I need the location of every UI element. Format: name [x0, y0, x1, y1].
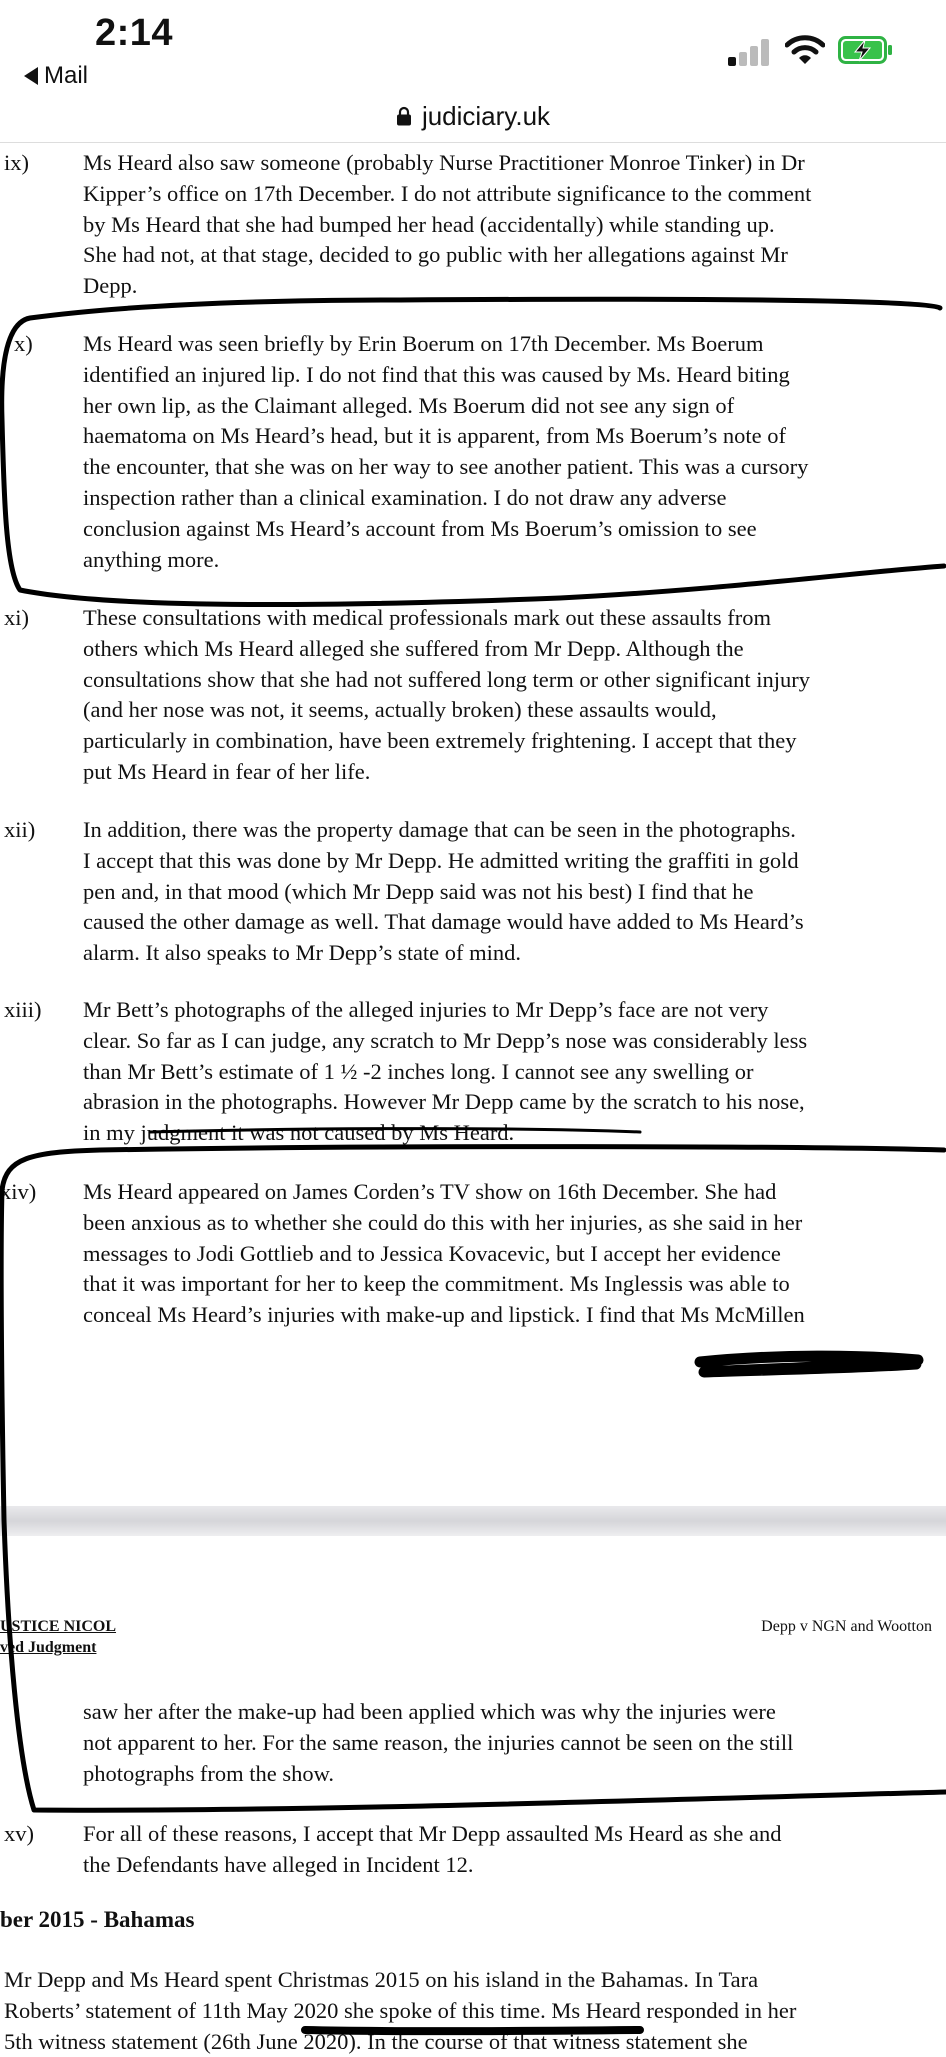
text-line: Mr Bett’s photographs of the alleged injuries to Mr Depp’s face are not very — [83, 997, 769, 1022]
paragraph-number: xiii) — [4, 997, 42, 1022]
text-line: pen and, in that mood (which Mr Depp said was not his best) I find that he — [83, 878, 754, 904]
text-line: identified an injured lip. I do not find that this was caused by Ms. Heard biting — [83, 361, 790, 387]
status-time: 2:14 — [95, 12, 174, 54]
page-break — [0, 1506, 946, 1536]
back-label: Mail — [44, 62, 89, 89]
paragraph-xiv-continued — [83, 1697, 933, 1789]
ink-redaction-scribble — [700, 1356, 918, 1372]
text-line: Ms Heard also saw someone (probably Nurse Practitioner Monroe Tinker) in Dr — [83, 150, 805, 175]
text-line: by Ms Heard that she had bumped her head (accidentally) while standing up. — [83, 211, 775, 237]
page-header-case-name: Depp v NGN and Wootton — [761, 1618, 932, 1635]
address-bar-divider — [0, 142, 946, 143]
text-line: her own lip, as the Claimant alleged. Ms Boerum did not see any sign of — [83, 392, 735, 418]
header-judge: USTICE NICOL — [0, 1618, 117, 1635]
text-line: messages to Jodi Gottlieb and to Jessica Kovacevic, but I accept her evidence — [83, 1240, 781, 1266]
paragraph-number: xv) — [4, 1821, 34, 1846]
paragraph-xiii — [83, 995, 933, 1149]
text-line: inspection rather than a clinical examination. I do not draw any adverse — [83, 484, 727, 510]
back-to-mail-button[interactable] — [24, 62, 88, 90]
text-line: abrasion in the photographs. However Mr Depp came by the scratch to his nose, — [83, 1089, 805, 1115]
text-line: caused the other damage as well. That damage would have added to Ms Heard’s — [83, 909, 804, 935]
paragraph-xi — [83, 603, 933, 788]
status-bar — [0, 0, 946, 100]
text-line: not apparent to her. For the same reason, the injuries cannot be seen on the still — [83, 1729, 794, 1755]
text-line: Roberts’ statement of 11th May 2020 she spoke of this time. Ms Heard responded in her — [4, 1997, 797, 2023]
page-header-left — [0, 1616, 116, 1658]
text-line: put Ms Heard in fear of her life. — [83, 758, 371, 784]
paragraph-xv — [83, 1819, 933, 1881]
text-line: I accept that this was done by Mr Depp. He admitted writing the graffiti in gold — [83, 847, 799, 873]
text-line: in my judgment it was not caused by Ms Heard. — [83, 1120, 515, 1146]
paragraph-bahamas — [4, 1965, 934, 2057]
text-line: Ms Heard was seen briefly by Erin Boerum on 17th December. Ms Boerum — [83, 331, 764, 356]
text-line: than Mr Bett’s estimate of 1 ½ -2 inches long. I cannot see any swelling or — [83, 1058, 754, 1084]
text-line: photographs from the show. — [83, 1760, 335, 1786]
text-line: She had not, at that stage, decided to go public with her allegations against Mr — [83, 242, 788, 268]
text-line: Kipper’s office on 17th December. I do not attribute significance to the comment — [83, 180, 812, 206]
text-line: These consultations with medical professionals mark out these assaults from — [83, 605, 771, 630]
text-line: the Defendants have alleged in Incident 12. — [83, 1851, 474, 1877]
text-line: alarm. It also speaks to Mr Depp’s state of mind. — [83, 940, 522, 966]
text-line: been anxious as to whether she could do this with her injuries, as she said in her — [83, 1209, 803, 1235]
text-line: Mr Depp and Ms Heard spent Christmas 2015 on his island in the Bahamas. In Tara — [4, 1967, 759, 1992]
lock-icon — [396, 106, 412, 126]
text-line: (and her nose was not, it seems, actually broken) these assaults would, — [83, 697, 717, 723]
paragraph-number: x) — [14, 331, 33, 356]
address-bar[interactable] — [0, 90, 946, 142]
text-line: Depp. — [83, 273, 138, 299]
text-line: particularly in combination, have been extremely frightening. I accept that they — [83, 728, 797, 754]
text-line: In addition, there was the property damage that can be seen in the photographs. — [83, 817, 796, 842]
text-line: that it was important for her to keep the commitment. Ms Inglessis was able to — [83, 1271, 790, 1297]
paragraph-number: xii) — [4, 817, 36, 842]
text-line: haematoma on Ms Heard’s head, but it is apparent, from Ms Boerum’s note of — [83, 423, 786, 449]
text-line: 5th witness statement (26th June 2020). In the course of that witness statement she — [4, 2028, 748, 2054]
text-line: clear. So far as I can judge, any scratch to Mr Depp’s nose was considerably less — [83, 1027, 808, 1053]
text-line: saw her after the make-up had been applied which was why the injuries were — [83, 1699, 776, 1724]
url-text: judiciary.uk — [421, 100, 551, 131]
text-line: consultations show that she had not suffered long term or other significant injury — [83, 666, 810, 692]
paragraph-xii — [83, 815, 933, 969]
text-line: Ms Heard appeared on James Corden’s TV show on 16th December. She had — [83, 1179, 777, 1204]
paragraph-number: ix) — [4, 150, 29, 175]
text-line: conclusion against Ms Heard’s account from Ms Boerum’s omission to see — [83, 515, 757, 541]
paragraph-ix — [83, 148, 933, 302]
text-line: others which Ms Heard alleged she suffered from Mr Depp. Although the — [83, 635, 744, 661]
wifi-icon — [785, 34, 825, 66]
paragraph-x — [83, 329, 933, 575]
section-heading: ber 2015 - Bahamas — [0, 1907, 195, 1932]
text-line: conceal Ms Heard’s injuries with make-up and lipstick. I find that Ms McMillen — [83, 1302, 805, 1328]
text-line: For all of these reasons, I accept that Mr Depp assaulted Ms Heard as she and — [83, 1821, 782, 1846]
cellular-signal-icon — [728, 38, 772, 66]
paragraph-number: xi) — [4, 605, 29, 630]
text-line: the encounter, that she was on her way to see another patient. This was a cursory — [83, 454, 809, 480]
back-arrow-icon — [24, 67, 38, 85]
paragraph-number: xiv) — [0, 1179, 37, 1204]
header-judgment-type: ved Judgment — [0, 1639, 97, 1656]
text-line: anything more. — [83, 546, 220, 572]
paragraph-xiv — [83, 1177, 933, 1331]
battery-charging-icon — [838, 36, 894, 64]
